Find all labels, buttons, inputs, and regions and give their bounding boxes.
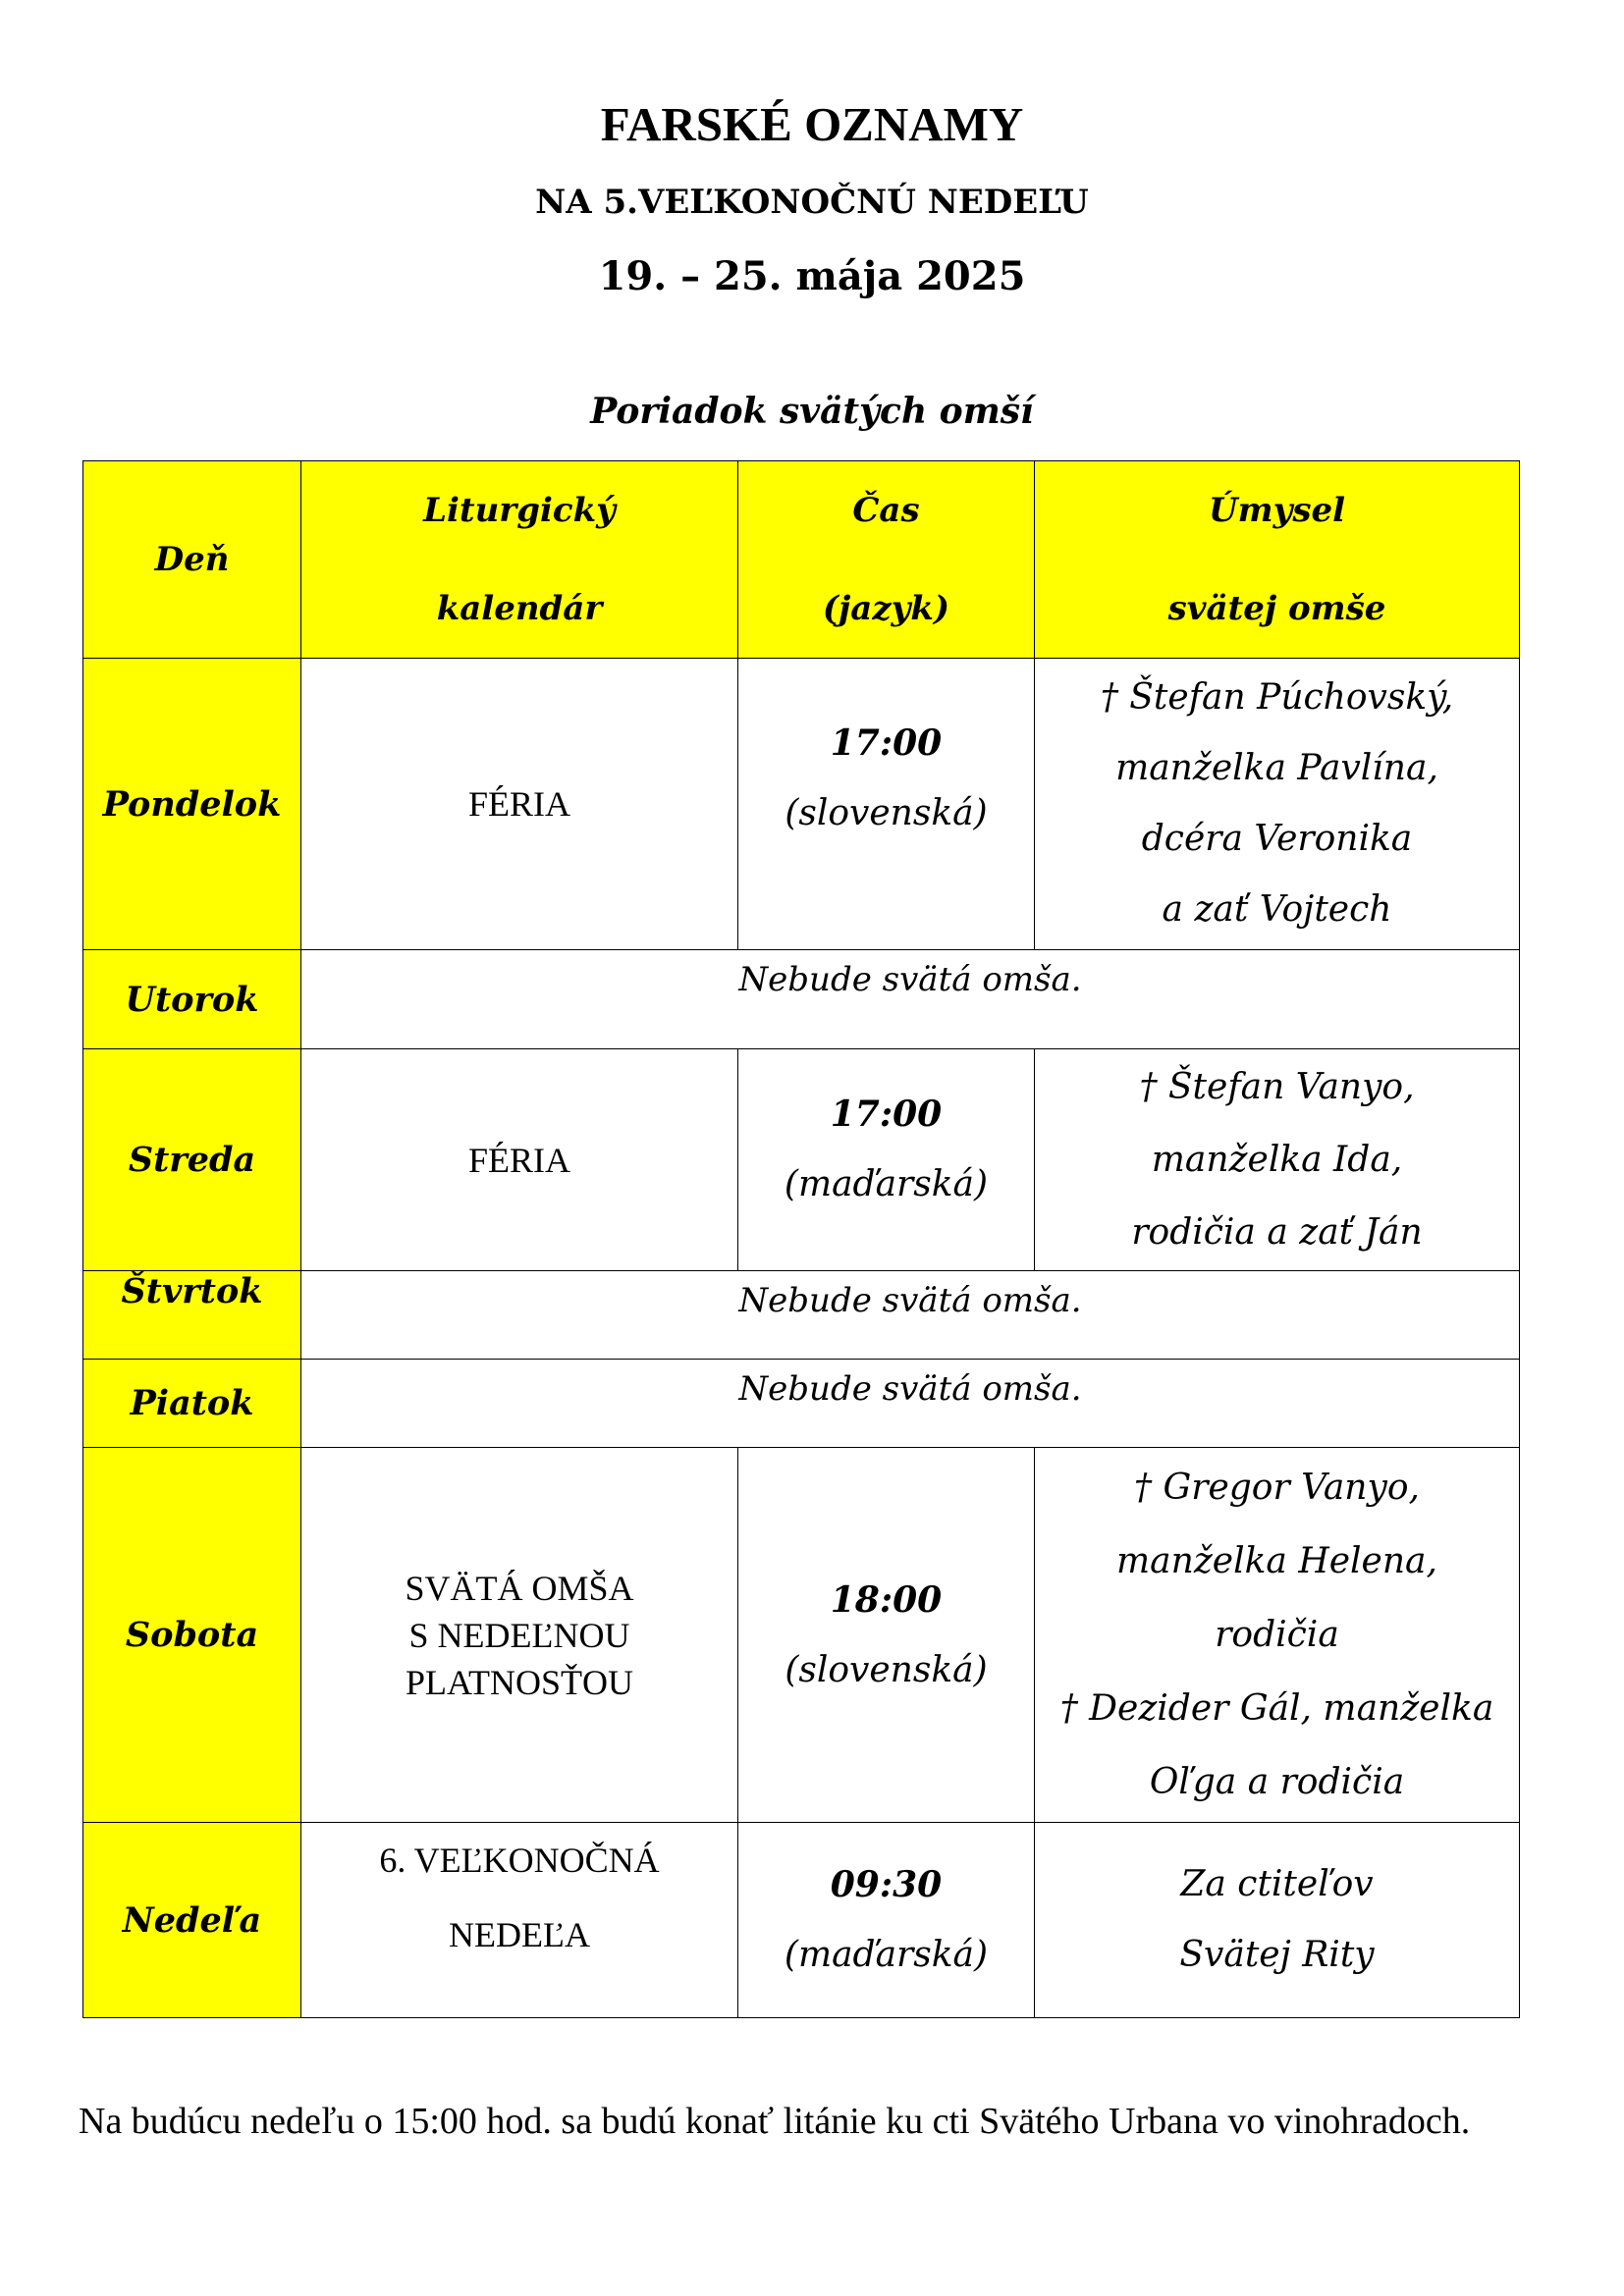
liturgical-cell: FÉRIA xyxy=(301,1049,738,1271)
date-range: 19. – 25. mája 2025 xyxy=(598,253,1026,299)
day-cell: Nedeľa xyxy=(83,1823,301,2018)
day-cell: Utorok xyxy=(83,950,301,1049)
table-header-row xyxy=(83,461,1520,659)
liturgical-cell: SVÄTÁ OMŠA S NEDEĽNOU PLATNOSŤOU xyxy=(301,1448,738,1823)
table-row xyxy=(83,1448,1520,1823)
day-cell: Streda xyxy=(83,1049,301,1271)
table-caption: Poriadok svätých omší xyxy=(590,391,1034,432)
header-liturgical: Liturgický kalendár xyxy=(301,461,738,659)
time-value: 17:00 xyxy=(830,1094,943,1135)
language-value: (slovenská) xyxy=(785,793,988,833)
time-cell xyxy=(738,1823,1035,2018)
no-mass-note: Nebude svätá omša. xyxy=(301,1360,1520,1448)
table-row xyxy=(83,1049,1520,1271)
intention-cell: † Gregor Vanyo, manželka Helena, rodičia † Dezider Gál, manželka Oľga a rodičia xyxy=(1035,1448,1520,1823)
time-value: 17:00 xyxy=(830,722,943,764)
day-cell: Sobota xyxy=(83,1448,301,1823)
header-intention: Úmysel svätej omše xyxy=(1035,461,1520,659)
day-cell: Pondelok xyxy=(83,659,301,950)
language-value: (maďarská) xyxy=(784,1164,989,1204)
no-mass-note: Nebude svätá omša. xyxy=(301,950,1520,1049)
table-row xyxy=(83,1360,1520,1448)
intention-cell: † Štefan Púchovský, manželka Pavlína, dcéra Veronika a zať Vojtech xyxy=(1035,659,1520,950)
page-subtitle: NA 5.VEĽKONOČNÚ NEDEĽU xyxy=(535,183,1089,222)
intention-cell: † Štefan Vanyo, manželka Ida, rodičia a zať Ján xyxy=(1035,1049,1520,1271)
table-row xyxy=(83,659,1520,950)
language-value: (maďarská) xyxy=(784,1935,989,1975)
time-cell xyxy=(738,1049,1035,1271)
table-row xyxy=(83,950,1520,1049)
announcement-text: Na budúcu nedeľu o 15:00 hod. sa budú konať litánie ku cti Svätého Urbana vo vinohradoch. xyxy=(79,2101,1471,2142)
language-value: (slovenská) xyxy=(785,1649,988,1690)
time-value: 18:00 xyxy=(830,1578,943,1621)
page-title: FARSKÉ OZNAMY xyxy=(600,97,1024,151)
intention-cell: Za ctiteľov Svätej Rity xyxy=(1035,1823,1520,2018)
header-time: Čas (jazyk) xyxy=(738,461,1035,659)
time-cell xyxy=(738,659,1035,950)
day-cell: Štvrtok xyxy=(83,1271,301,1360)
time-value: 09:30 xyxy=(830,1864,943,1905)
day-cell: Piatok xyxy=(83,1360,301,1448)
time-cell xyxy=(738,1448,1035,1823)
liturgical-cell: 6. VEĽKONOČNÁ NEDEĽA xyxy=(301,1823,738,2018)
table-row xyxy=(83,1823,1520,2018)
mass-schedule-table xyxy=(82,460,1520,2018)
table-row xyxy=(83,1271,1520,1360)
liturgical-cell: FÉRIA xyxy=(301,659,738,950)
header-day: Deň xyxy=(83,461,301,659)
no-mass-note: Nebude svätá omša. xyxy=(301,1271,1520,1360)
